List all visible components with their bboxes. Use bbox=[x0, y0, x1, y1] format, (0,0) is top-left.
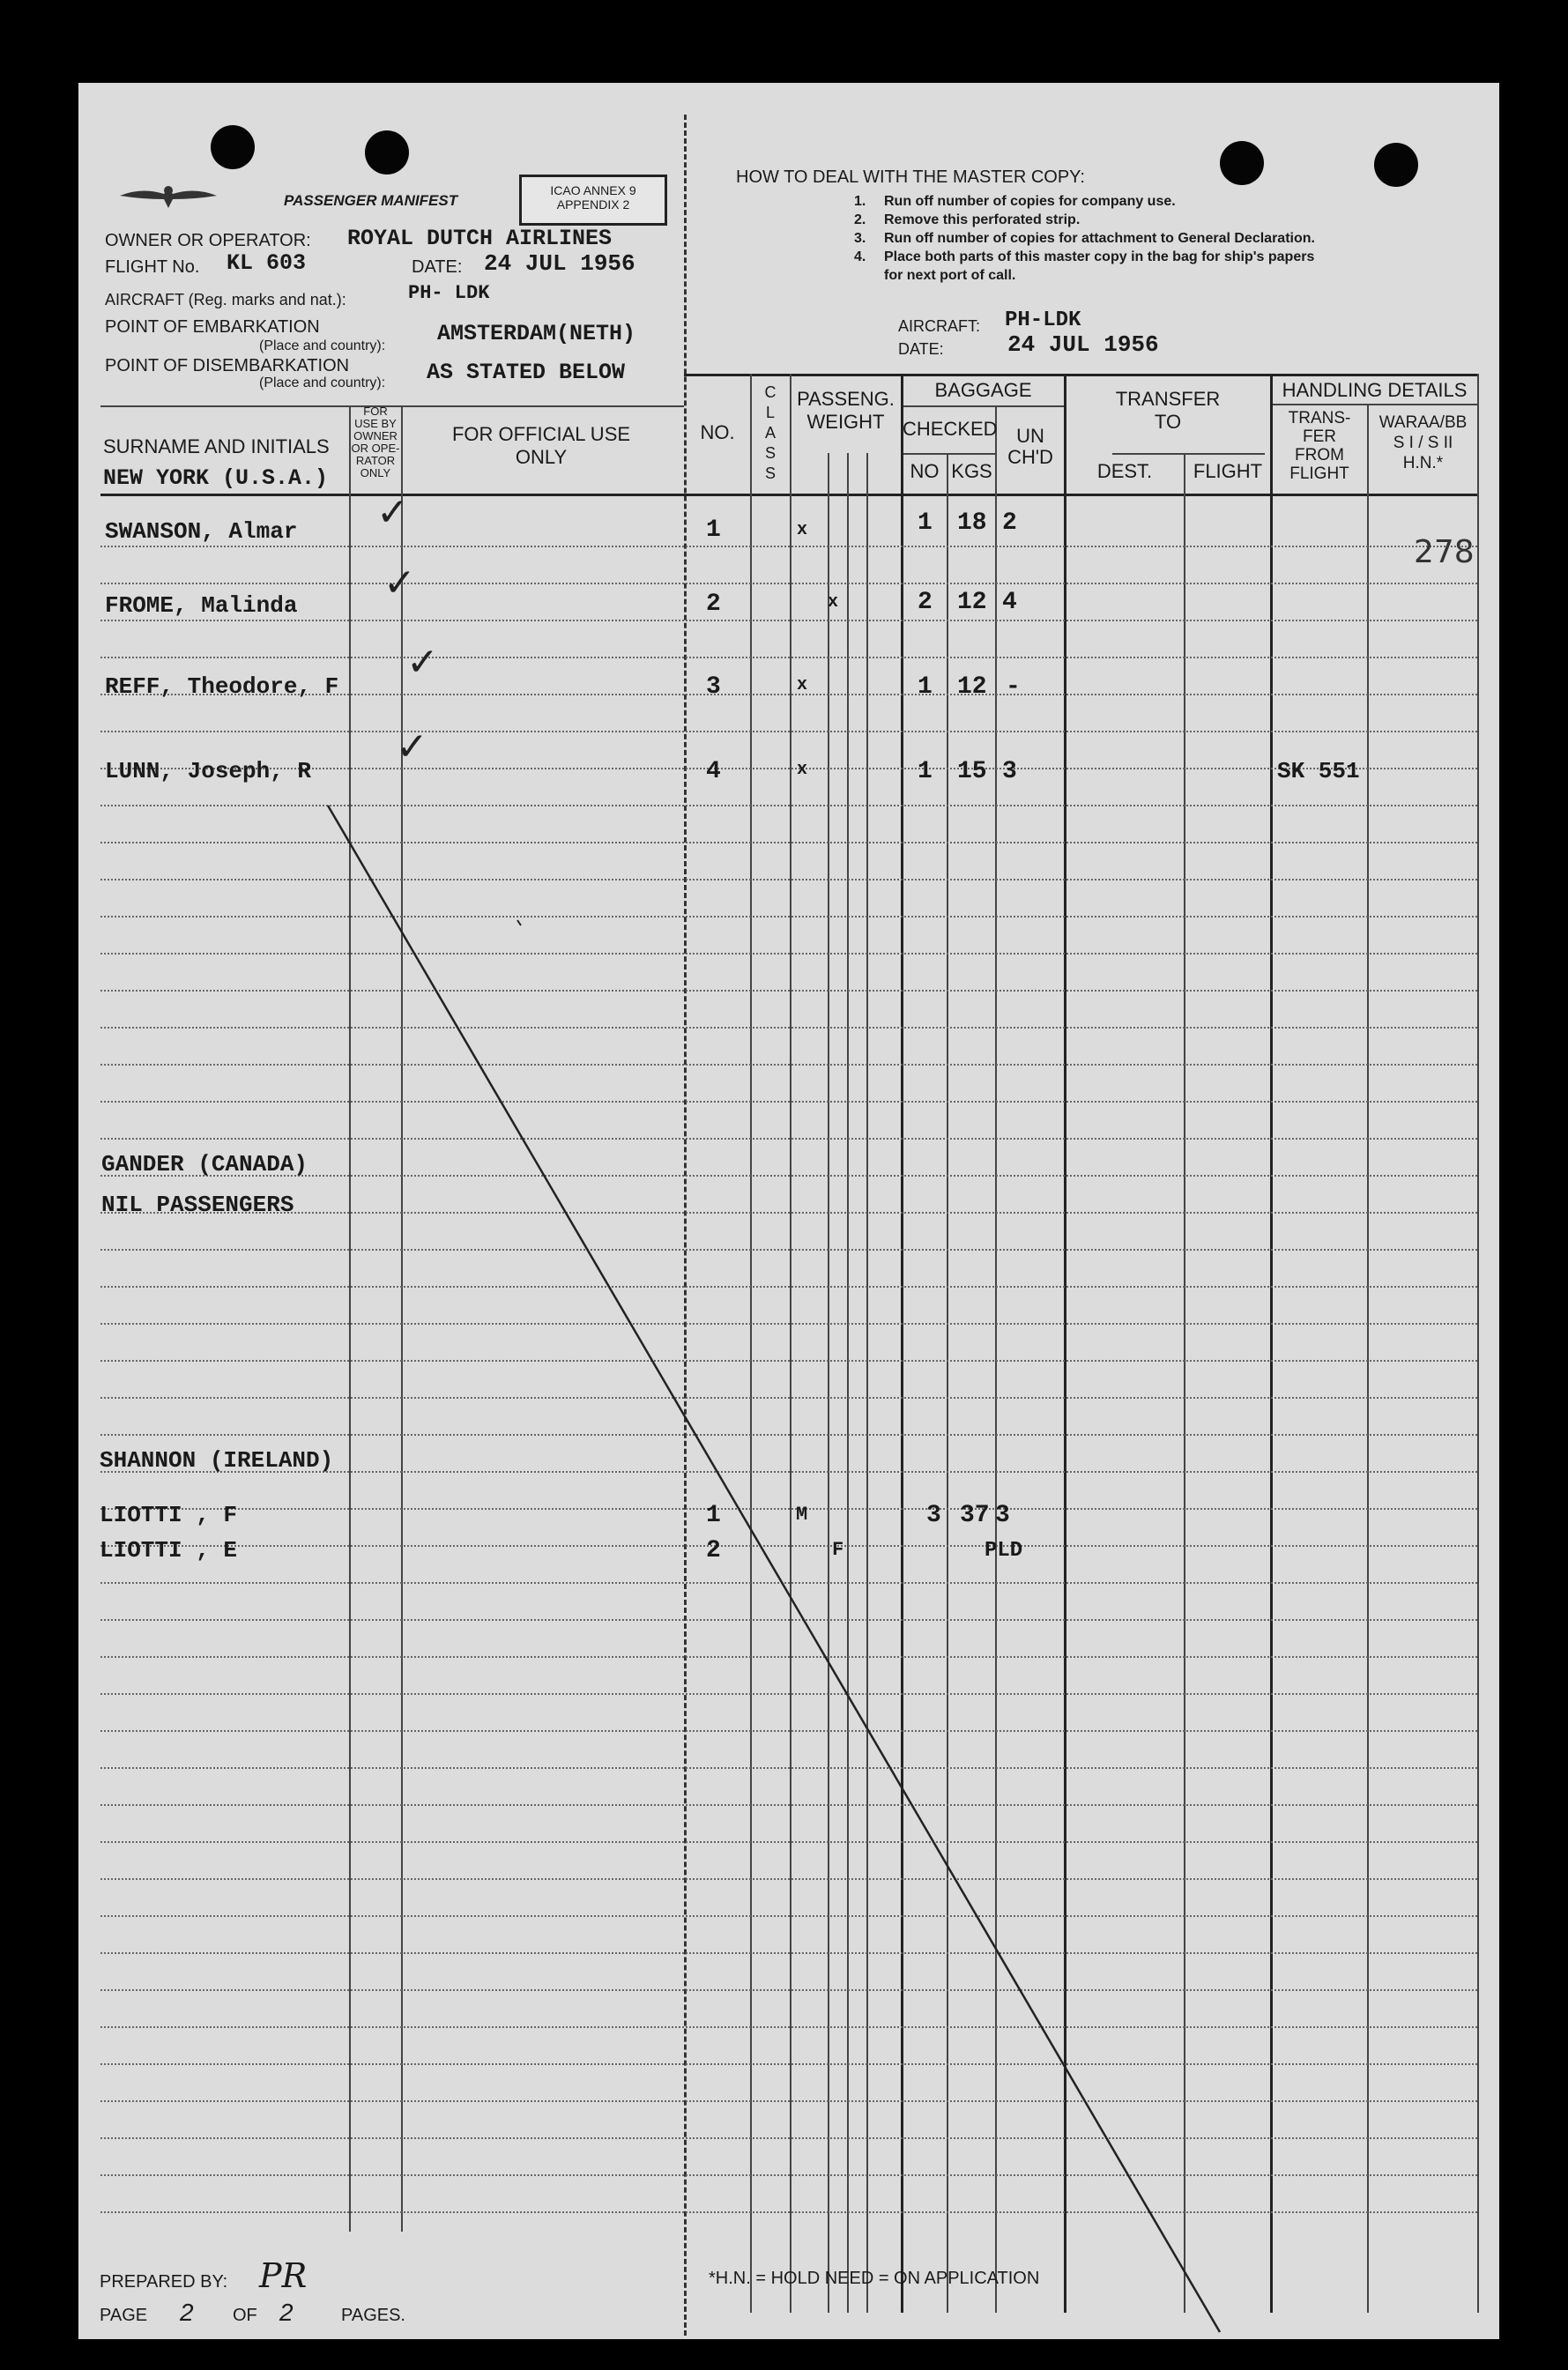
passenger-4-no: 4 bbox=[706, 758, 721, 785]
footer-note: *H.N. = HOLD NEED = ON APPLICATION bbox=[709, 2269, 1040, 2288]
embark-value: AMSTERDAM(NETH) bbox=[437, 321, 636, 346]
manifest-sheet bbox=[78, 83, 1499, 2339]
col-header-class: C L A S S bbox=[764, 383, 777, 482]
col-header-dest: DEST. bbox=[1096, 460, 1153, 482]
passenger-1-check-mark: ✓ bbox=[376, 490, 409, 535]
form-title: PASSENGER MANIFEST bbox=[284, 192, 458, 209]
col-header-official: FOR OFFICIAL USE ONLY bbox=[451, 423, 631, 468]
instruction-2: 2. Remove this perforated strip. bbox=[854, 212, 1081, 227]
instr-date-value: 24 JUL 1956 bbox=[1007, 331, 1159, 358]
col-header-to: TO bbox=[1154, 411, 1182, 433]
handwritten-number: 278 bbox=[1414, 534, 1475, 570]
passenger-2-class: x bbox=[828, 592, 839, 613]
icao-ref-line2: APPENDIX 2 bbox=[556, 197, 630, 212]
shannon-passenger-1-unchd: 3 bbox=[995, 1502, 1010, 1529]
prepared-by-initials: PR bbox=[259, 2256, 308, 2295]
col-header-transfer-from: TRANS- FER FROM FLIGHT bbox=[1288, 409, 1351, 483]
instruction-3: 3. Run off number of copies for attachment to General Declaration. bbox=[854, 231, 1315, 246]
col-header-handling: HANDLING DETAILS bbox=[1282, 379, 1468, 401]
diagonal-cancel-line bbox=[78, 83, 1499, 2339]
passenger-1-bag-no: 1 bbox=[918, 509, 933, 537]
shannon-heading: SHANNON (IRELAND) bbox=[100, 1447, 334, 1474]
aircraft-value: PH- LDK bbox=[408, 282, 490, 304]
gander-heading: GANDER (CANADA) bbox=[101, 1151, 308, 1178]
col-header-no: NO. bbox=[700, 421, 735, 443]
passenger-3-bag-no: 1 bbox=[918, 673, 933, 701]
owner-value: ROYAL DUTCH AIRLINES bbox=[347, 226, 613, 251]
passenger-4-bag-no: 1 bbox=[918, 758, 933, 785]
passenger-1-no: 1 bbox=[706, 516, 721, 544]
col-header-baggage: BAGGAGE bbox=[934, 379, 1032, 401]
col-header-chd: CH'D bbox=[1007, 446, 1053, 468]
instruction-1: 1. Run off number of copies for company use. bbox=[854, 194, 1176, 209]
passenger-4-kgs: 15 bbox=[957, 758, 987, 785]
passenger-4-unchd: 3 bbox=[1002, 758, 1017, 785]
passenger-2-check-mark: ✓ bbox=[383, 561, 416, 606]
shannon-passenger-2-no: 2 bbox=[706, 1537, 721, 1564]
passenger-4-class: x bbox=[797, 760, 808, 780]
shannon-passenger-2-class: F bbox=[832, 1539, 844, 1561]
col-header-waraa: WARAA/BB S I / S II H.N.* bbox=[1379, 413, 1468, 472]
col-header-bag-no: NO bbox=[910, 460, 940, 482]
passenger-4-name: LUNN, Joseph, R bbox=[105, 758, 312, 784]
instr-aircraft-label: AIRCRAFT: bbox=[898, 317, 981, 335]
embark-label: POINT OF EMBARKATION bbox=[105, 317, 320, 337]
passenger-1-kgs: 18 bbox=[957, 509, 987, 537]
disembark-label: POINT OF DISEMBARKATION bbox=[105, 356, 350, 375]
icao-ref-line1: ICAO ANNEX 9 bbox=[550, 183, 636, 197]
disembark-value: AS STATED BELOW bbox=[427, 360, 626, 385]
flight-label: FLIGHT No. bbox=[105, 257, 200, 277]
gander-note: NIL PASSENGERS bbox=[101, 1192, 294, 1218]
of-number: 2 bbox=[279, 2299, 294, 2326]
col-header-kgs: KGS bbox=[951, 460, 992, 482]
passenger-4-check-mark: ✓ bbox=[396, 724, 428, 769]
date-label: DATE: bbox=[412, 257, 463, 277]
instr-aircraft-value: PH-LDK bbox=[1005, 308, 1081, 332]
owner-label: OWNER OR OPERATOR: bbox=[105, 231, 311, 250]
embark-sub: (Place and country): bbox=[259, 338, 386, 353]
passenger-3-check-mark: ✓ bbox=[406, 640, 439, 685]
shannon-passenger-1-no: 1 bbox=[706, 1502, 721, 1529]
shannon-passenger-1-class: M bbox=[796, 1504, 808, 1526]
destination-new-york: NEW YORK (U.S.A.) bbox=[103, 465, 329, 491]
col-header-checked: CHECKED bbox=[903, 418, 998, 440]
instruction-4: 4. Place both parts of this master copy in the bag for ship's papers bbox=[854, 249, 1315, 264]
passenger-2-kgs: 12 bbox=[957, 589, 987, 616]
col-header-transfer: TRANSFER bbox=[1115, 388, 1221, 410]
passenger-3-no: 3 bbox=[706, 673, 721, 701]
passenger-1-unchd: 2 bbox=[1002, 509, 1017, 537]
passenger-3-unchd: - bbox=[1006, 673, 1021, 701]
col-header-weight: WEIGHT bbox=[806, 411, 885, 433]
aircraft-label: AIRCRAFT (Reg. marks and nat.): bbox=[105, 291, 346, 308]
shannon-passenger-1-bag-no: 3 bbox=[926, 1502, 941, 1529]
shannon-passenger-1-name: LIOTTI , F bbox=[100, 1502, 238, 1528]
passenger-4-transfer-flight: SK 551 bbox=[1277, 758, 1360, 784]
shannon-passenger-2-kgs: PLD bbox=[985, 1539, 1023, 1563]
passenger-2-no: 2 bbox=[706, 591, 721, 618]
passenger-2-name: FROME, Malinda bbox=[105, 592, 298, 619]
passenger-2-unchd: 4 bbox=[1002, 589, 1017, 616]
instruction-5: for next port of call. bbox=[884, 268, 1016, 283]
passenger-3-name: REFF, Theodore, F bbox=[105, 673, 339, 700]
col-header-owner-use: FOR USE BY OWNER OR OPE- RATOR ONLY bbox=[351, 405, 400, 479]
pages-label: PAGES. bbox=[341, 2306, 405, 2325]
page-number: 2 bbox=[180, 2299, 194, 2326]
shannon-passenger-2-name: LIOTTI , E bbox=[100, 1537, 238, 1564]
passenger-1-name: SWANSON, Almar bbox=[105, 518, 298, 545]
flight-value: KL 603 bbox=[227, 250, 307, 276]
passenger-2-bag-no: 2 bbox=[918, 589, 933, 616]
disembark-sub: (Place and country): bbox=[259, 375, 386, 390]
col-header-surname: SURNAME AND INITIALS bbox=[103, 435, 330, 457]
passenger-1-class: x bbox=[797, 520, 808, 540]
date-value: 24 JUL 1956 bbox=[484, 250, 635, 277]
col-header-flight: FLIGHT bbox=[1193, 460, 1263, 482]
passenger-3-class: x bbox=[797, 675, 808, 695]
instr-date-label: DATE: bbox=[898, 340, 944, 358]
of-label: OF bbox=[233, 2306, 257, 2325]
passenger-3-kgs: 12 bbox=[957, 673, 987, 701]
col-header-passeng: PASSENG. bbox=[797, 388, 895, 410]
col-header-un: UN bbox=[1016, 425, 1044, 447]
instructions-heading: HOW TO DEAL WITH THE MASTER COPY: bbox=[736, 167, 1085, 187]
shannon-passenger-1-kgs: 37 bbox=[960, 1502, 990, 1529]
page-label: PAGE bbox=[100, 2306, 148, 2325]
prepared-by-label: PREPARED BY: bbox=[100, 2272, 228, 2292]
